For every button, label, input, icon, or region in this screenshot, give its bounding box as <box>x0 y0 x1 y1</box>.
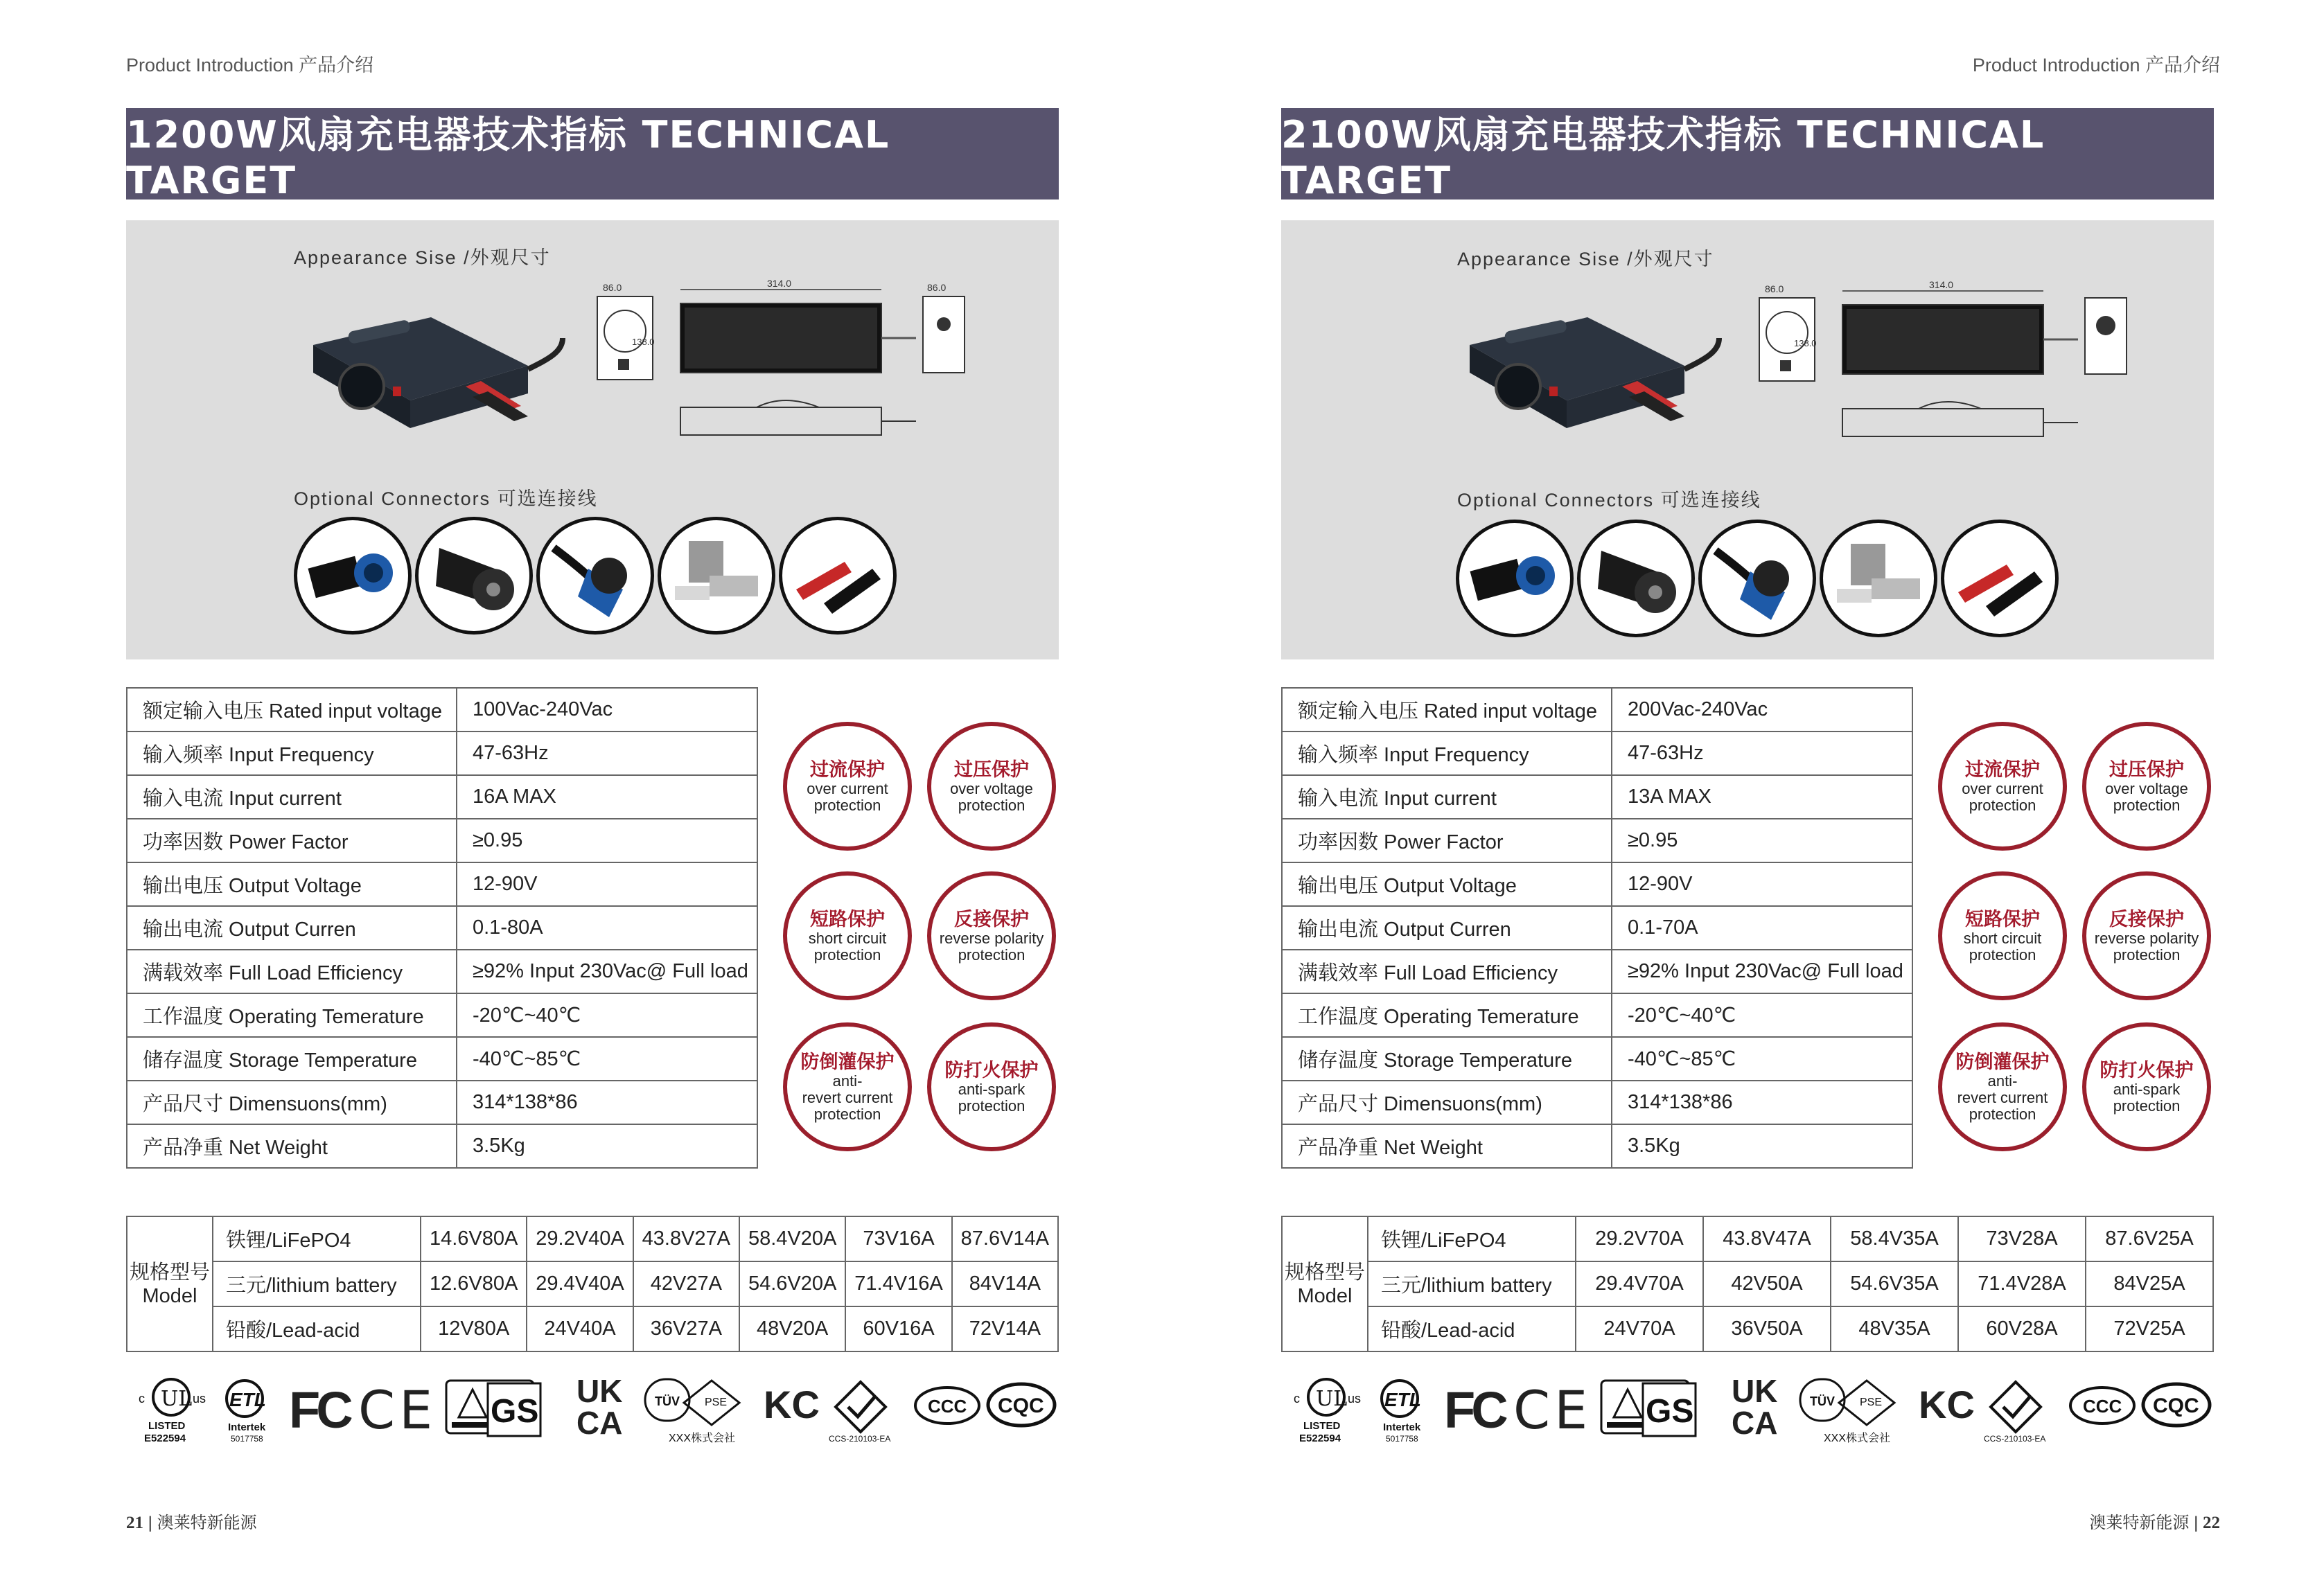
table-row: 输出电流 Output Curren 0.1-80A <box>127 906 757 950</box>
breadcrumb: Product Introduction 产品介绍 <box>126 55 374 76</box>
table-row: 储存温度 Storage Temperature -40℃~85℃ <box>1282 1037 1912 1081</box>
table-row: 铅酸/Lead-acid 12V80A 24V40A 36V27A 48V20A 60V16A 72V14A <box>127 1306 1058 1351</box>
svg-text:GS: GS <box>491 1393 539 1430</box>
badge-reverse-polarity: 反接保护 reverse polarity protection <box>927 871 1056 1000</box>
table-row: 满载效率 Full Load Efficiency ≥92% Input 230Vac@ Full load <box>1282 950 1912 993</box>
svg-text:TÜV: TÜV <box>655 1394 680 1408</box>
ukca-logo: UK CA <box>1732 1373 1778 1441</box>
fcc-logo: FC <box>1444 1381 1504 1439</box>
svg-text:us: us <box>193 1392 206 1406</box>
svg-text:ETL: ETL <box>1384 1389 1421 1410</box>
connector-circular-blue <box>1456 520 1574 637</box>
svg-text:c: c <box>1294 1392 1300 1406</box>
svg-text:UL: UL <box>1316 1387 1348 1411</box>
tuv-pse-logo <box>1797 1375 1901 1451</box>
spec-table <box>126 687 758 1169</box>
breadcrumb: Product Introduction 产品介绍 <box>1972 55 2220 76</box>
model-head: 规格型号 Model <box>1282 1216 1368 1351</box>
connector-right-angle <box>536 517 654 635</box>
svg-text:GS: GS <box>1646 1393 1694 1430</box>
dimension-drawing <box>590 276 978 442</box>
ce-logo: CE <box>1513 1379 1592 1441</box>
fcc-logo: FC <box>289 1381 349 1439</box>
dim-height-label: 138.0 <box>1794 338 1817 348</box>
table-row: 产品净重 Net Weight 3.5Kg <box>127 1124 757 1168</box>
dimension-drawing <box>1752 277 2140 443</box>
svg-text:ETL: ETL <box>229 1389 266 1410</box>
table-row: 输入电流 Input current 16A MAX <box>127 775 757 819</box>
cqc-logo <box>985 1382 1058 1428</box>
svg-text:LISTED: LISTED <box>148 1420 186 1432</box>
dim-width-label: 86.0 <box>603 282 622 293</box>
badge-over-current: 过流保护 over current protection <box>1938 722 2067 851</box>
dim-length-label: 314.0 <box>1929 279 1954 290</box>
svg-text:Intertek: Intertek <box>1383 1421 1421 1433</box>
svg-text:c: c <box>139 1392 145 1406</box>
svg-text:UL: UL <box>161 1387 193 1411</box>
cqc-logo <box>2140 1382 2213 1428</box>
svg-text:CQC: CQC <box>2153 1394 2199 1417</box>
table-row: 满载效率 Full Load Efficiency ≥92% Input 230Vac@ Full load <box>127 950 757 993</box>
badge-over-voltage: 过压保护 over voltage protection <box>927 722 1056 851</box>
protection-badges <box>1938 722 2222 1165</box>
page-title: 1200W风扇充电器技术指标 TECHNICAL TARGET <box>126 108 1059 200</box>
connector-alligator-clips <box>779 517 897 635</box>
etl-logo <box>213 1375 282 1444</box>
table-row: 输出电压 Output Voltage 12-90V <box>127 862 757 906</box>
ccc-logo <box>2068 1385 2137 1426</box>
kc-logo: KC <box>1919 1383 1975 1426</box>
table-row: 功率因数 Power Factor ≥0.95 <box>127 819 757 862</box>
table-row: 储存温度 Storage Temperature -40℃~85℃ <box>127 1037 757 1081</box>
model-table <box>1281 1216 2214 1352</box>
table-row: 规格型号 Model 铁锂/LiFePO4 29.2V70A 43.8V47A 58.4V35A 73V28A 87.6V25A <box>1282 1216 2213 1261</box>
svg-text:E522594: E522594 <box>1299 1433 1341 1444</box>
table-row: 产品净重 Net Weight 3.5Kg <box>1282 1124 1912 1168</box>
ukca-logo: UK CA <box>576 1373 623 1441</box>
table-row: 输入频率 Input Frequency 47-63Hz <box>1282 732 1912 775</box>
spec-table <box>1281 687 1913 1169</box>
svg-text:CCS-210103-EA: CCS-210103-EA <box>829 1434 891 1444</box>
appearance-label: Appearance Sise /外观尺寸 <box>294 247 551 268</box>
svg-text:XXX株式会社: XXX株式会社 <box>1824 1433 1891 1444</box>
svg-text:TÜV: TÜV <box>1810 1394 1835 1408</box>
table-row: 功率因数 Power Factor ≥0.95 <box>1282 819 1912 862</box>
gs-logo <box>1641 1382 1697 1437</box>
badge-over-voltage: 过压保护 over voltage protection <box>2082 722 2211 851</box>
dim-length-label: 314.0 <box>767 278 792 289</box>
table-row: 规格型号 Model 铁锂/LiFePO4 14.6V80A 29.2V40A 43.8V27A 58.4V20A 73V16A 87.6V14A <box>127 1216 1058 1261</box>
ce-logo: CE <box>358 1379 437 1441</box>
page-title: 2100W风扇充电器技术指标 TECHNICAL TARGET <box>1281 108 2214 200</box>
connector-circular-blue <box>294 517 412 635</box>
connector-black-plug <box>1577 520 1695 637</box>
connector-anderson <box>658 517 775 635</box>
certification-logos <box>1281 1375 2214 1451</box>
connectors-label: Optional Connectors 可选连接线 <box>1457 490 1761 511</box>
dim-width-label: 86.0 <box>1765 283 1784 294</box>
gs-logo <box>486 1382 542 1437</box>
badge-anti-revert-current: 防倒灌保护 anti- revert current protection <box>783 1022 912 1151</box>
svg-text:Intertek: Intertek <box>228 1421 266 1433</box>
connector-list <box>1456 520 2062 637</box>
ul-listed-logo <box>1288 1375 1364 1444</box>
model-table <box>126 1216 1059 1352</box>
product-panel <box>126 220 1059 659</box>
footer-brand: 澳莱特新能源 <box>2089 1514 2190 1532</box>
svg-text:XXX株式会社: XXX株式会社 <box>669 1433 736 1444</box>
page-footer: 澳莱特新能源 | 22 <box>2089 1514 2220 1532</box>
appearance-label: Appearance Sise /外观尺寸 <box>1457 249 1714 269</box>
product-panel <box>1281 220 2214 659</box>
connectors-label: Optional Connectors 可选连接线 <box>294 488 598 509</box>
table-row: 额定输入电压 Rated input voltage 100Vac-240Vac <box>127 688 757 732</box>
badge-short-circuit: 短路保护 short circuit protection <box>1938 871 2067 1000</box>
table-row: 产品尺寸 Dimensuons(mm) 314*138*86 <box>127 1081 757 1124</box>
svg-text:5017758: 5017758 <box>231 1434 263 1444</box>
connector-list <box>294 517 900 635</box>
tuv-pse-logo <box>642 1375 746 1451</box>
table-row: 输入电流 Input current 13A MAX <box>1282 775 1912 819</box>
table-row: 三元/lithium battery 12.6V80A 29.4V40A 42V27A 54.6V20A 71.4V16A 84V14A <box>127 1261 1058 1306</box>
etl-logo <box>1368 1375 1437 1444</box>
connector-right-angle <box>1698 520 1816 637</box>
table-row: 工作温度 Operating Temerature -20℃~40℃ <box>1282 993 1912 1037</box>
charger-photo <box>1456 283 1726 435</box>
table-row: 输出电流 Output Curren 0.1-70A <box>1282 906 1912 950</box>
svg-text:PSE: PSE <box>705 1397 728 1408</box>
page-footer: 21 | 澳莱特新能源 <box>126 1514 257 1532</box>
ccc-logo <box>913 1385 982 1426</box>
connector-anderson <box>1820 520 1937 637</box>
connector-black-plug <box>415 517 533 635</box>
table-row: 工作温度 Operating Temerature -20℃~40℃ <box>127 993 757 1037</box>
footer-brand: 澳莱特新能源 <box>157 1514 257 1532</box>
svg-text:CQC: CQC <box>998 1394 1044 1417</box>
dim-height-label: 138.0 <box>632 337 655 347</box>
svg-text:CCC: CCC <box>928 1396 967 1417</box>
charger-photo <box>299 283 570 435</box>
model-head: 规格型号 Model <box>127 1216 213 1351</box>
right-page <box>1162 0 2324 1587</box>
badge-anti-spark: 防打火保护 anti-spark protection <box>2082 1022 2211 1151</box>
ul-listed-logo <box>133 1375 209 1444</box>
dim-width2-label: 86.0 <box>927 282 947 293</box>
table-row: 额定输入电压 Rated input voltage 200Vac-240Vac <box>1282 688 1912 732</box>
svg-text:LISTED: LISTED <box>1303 1420 1341 1432</box>
kc-logo: KC <box>764 1383 820 1426</box>
badge-anti-revert-current: 防倒灌保护 anti- revert current protection <box>1938 1022 2067 1151</box>
table-row: 三元/lithium battery 29.4V70A 42V50A 54.6V35A 71.4V28A 84V25A <box>1282 1261 2213 1306</box>
svg-text:E522594: E522594 <box>144 1433 186 1444</box>
badge-over-current: 过流保护 over current protection <box>783 722 912 851</box>
badge-reverse-polarity: 反接保护 reverse polarity protection <box>2082 871 2211 1000</box>
svg-text:CCC: CCC <box>2083 1396 2122 1417</box>
table-row: 输入频率 Input Frequency 47-63Hz <box>127 732 757 775</box>
badge-anti-spark: 防打火保护 anti-spark protection <box>927 1022 1056 1151</box>
table-row: 铅酸/Lead-acid 24V70A 36V50A 48V35A 60V28A 72V25A <box>1282 1306 2213 1351</box>
connector-alligator-clips <box>1941 520 2059 637</box>
table-row: 产品尺寸 Dimensuons(mm) 314*138*86 <box>1282 1081 1912 1124</box>
certification-logos <box>126 1375 1059 1451</box>
rcm-logo <box>826 1375 909 1444</box>
badge-short-circuit: 短路保护 short circuit protection <box>783 871 912 1000</box>
svg-text:PSE: PSE <box>1860 1397 1883 1408</box>
table-row: 输出电压 Output Voltage 12-90V <box>1282 862 1912 906</box>
page-number: 22 <box>2203 1514 2220 1532</box>
svg-text:5017758: 5017758 <box>1386 1434 1418 1444</box>
rcm-logo <box>1981 1375 2064 1444</box>
svg-text:CCS-210103-EA: CCS-210103-EA <box>1984 1434 2046 1444</box>
page-number: 21 <box>126 1514 143 1532</box>
svg-text:us: us <box>1348 1392 1362 1406</box>
protection-badges <box>783 722 1067 1165</box>
